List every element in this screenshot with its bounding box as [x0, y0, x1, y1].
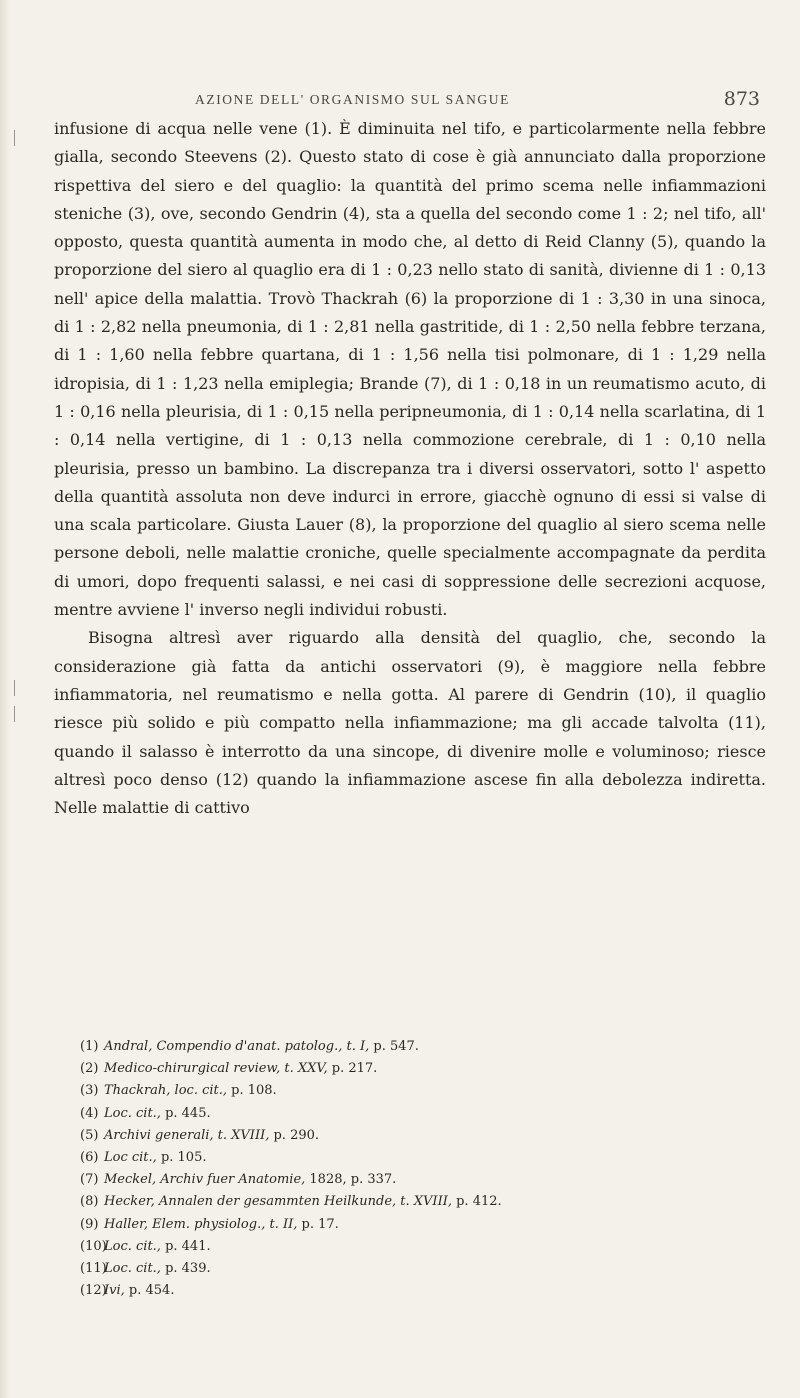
footnote-page: p. 105. [156, 1150, 207, 1166]
footnote-source: Andral, Compendio d'anat. patolog., t. I, [104, 1039, 370, 1054]
footnote-source: Archivi generali, t. XVIII, [104, 1127, 270, 1143]
footnote [80, 1125, 760, 1147]
footnote-page: p. 108. [227, 1083, 277, 1099]
footnote-page: p. 17. [297, 1216, 339, 1232]
footnote-page: p. 217. [327, 1061, 378, 1077]
footnote [80, 1036, 760, 1058]
page-gutter-shadow [0, 0, 10, 1398]
footnote-number: (10) [80, 1238, 107, 1254]
footnote [80, 1103, 760, 1125]
page-number: 873 [723, 88, 760, 110]
footnote-page: 1828, p. 337. [305, 1172, 397, 1188]
footnote [80, 1236, 760, 1258]
footnotes [80, 1036, 760, 1302]
footnote-number: (12) [80, 1283, 107, 1299]
footnote [80, 1258, 760, 1280]
footnote [80, 1147, 760, 1169]
footnote-page: p. 441. [160, 1238, 211, 1254]
footnote-number: (2) [80, 1061, 99, 1077]
footnote-number: (4) [80, 1105, 99, 1121]
footnote [80, 1169, 760, 1191]
footnote [80, 1280, 760, 1302]
footnote-page: p. 290. [269, 1127, 320, 1143]
footnote [80, 1214, 760, 1236]
footnote-number: (5) [80, 1127, 99, 1143]
running-head [195, 88, 760, 114]
footnote-number: (11) [80, 1261, 107, 1277]
margin-mark [14, 130, 15, 146]
footnote [80, 1058, 760, 1080]
body-text [54, 115, 766, 822]
footnote-number: (6) [80, 1150, 99, 1166]
footnote [80, 1080, 760, 1102]
footnote-source: Loc. cit., [104, 1105, 161, 1121]
paragraph-2: Bisogna altresì aver riguardo alla densità del quaglio, che, secondo la considerazione già fatta da antichi osservatori (9), è maggiore nella febbre infiammatoria, nel reumatismo e nella gotta. Al parere di Gendrin (10), il quaglio riesce più solido e più compatto nella infiammazione; ma gli accade talvolta (11), quando il salasso è interrotto da una sincope, di divenire molle e voluminoso; riesce altresì poco denso (12) quando la infiammazione ascese fin alla debolezza indiretta. Nelle malattie di cattivo [54, 628, 766, 818]
footnote-source: Haller, Elem. physiolog., t. II, [104, 1216, 298, 1232]
paragraph-1: infusione di acqua nelle vene (1). È diminuita nel tifo, e particolarmente nella febbre gialla, secondo Steevens (2). Questo stato di cose è già annunciato dalla proporzione rispettiva del siero e del quaglio: la quantità del primo scema nelle infiammazioni steniche (3), ove, secondo Gendrin (4), sta a quella del secondo come 1 : 2; nel tifo, all' opposto, questa quantità aumenta in modo che, al detto di Reid Clanny (5), quando la proporzione del siero al quaglio era di 1 : 0,23 nello stato di sanità, divienne di 1 : 0,13 nell' apice della malattia. Trovò Thackrah (6) la proporzione di 1 : 3,30 in una sinoca, di 1 : 2,82 nella pneumonia, di 1 : 2,81 nella gastritide, di 1 : 2,50 nella febbre terzana, di 1 : 1,60 nella febbre quartana, di 1 : 1,56 nella tisi polmonare, di 1 : 1,29 nella idropisia, di 1 : 1,23 nella emiplegia; Brande (7), di 1 : 0,18 in un reumatismo acuto, di 1 : 0,16 nella pleurisia, di 1 : 0,15 nella peripneumonia, di 1 : 0,14 nella scarlatina, di 1 : 0,14 nella vertigine, di 1 : 0,13 nella commozione cerebrale, di 1 : 0,10 nella pleurisia, presso un bambino. La discrepanza tra i diversi osservatori, sotto l' aspetto della quantità assoluta non deve indurci in errore, giacchè ognuno di essi si valse di una scala particolare. Giusta Lauer (8), la proporzione del quaglio al siero scema nelle persone deboli, nelle malattie croniche, quelle specialmente accompagnate da perdita di umori, dopo frequenti salassi, e nei casi di soppressione delle secrezioni acquose, mentre avviene l' inverso negli individui robusti. [54, 119, 766, 620]
footnote-number: (7) [80, 1172, 99, 1188]
footnote-page: p. 412. [451, 1194, 502, 1210]
footnote-page: p. 547. [369, 1039, 419, 1054]
footnote-page: p. 454. [124, 1283, 175, 1299]
footnote [80, 1191, 760, 1213]
footnote-number: (8) [80, 1194, 99, 1210]
footnote-source: Loc cit., [104, 1150, 157, 1166]
footnote-source: Thackrah, loc. cit., [104, 1083, 228, 1099]
footnote-source: Ivi, [104, 1283, 125, 1299]
footnote-source: Hecker, Annalen der gesammten Heilkunde, t. XVIII, [104, 1194, 452, 1210]
footnote-source: Loc. cit., [104, 1238, 161, 1254]
footnote-source: Meckel, Archiv fuer Anatomie, [104, 1172, 306, 1188]
footnote-number: (1) [80, 1039, 99, 1054]
footnote-page: p. 439. [160, 1261, 211, 1277]
footnote-number: (9) [80, 1216, 99, 1232]
footnote-source: Medico-chirurgical review, t. XXV, [104, 1061, 328, 1077]
margin-mark [14, 680, 15, 696]
footnote-page: p. 445. [160, 1105, 211, 1121]
footnote-number: (3) [80, 1083, 99, 1099]
running-title: AZIONE DELL' ORGANISMO SUL SANGUE [195, 92, 510, 107]
footnote-source: Loc. cit., [104, 1261, 161, 1277]
margin-mark [14, 706, 15, 722]
